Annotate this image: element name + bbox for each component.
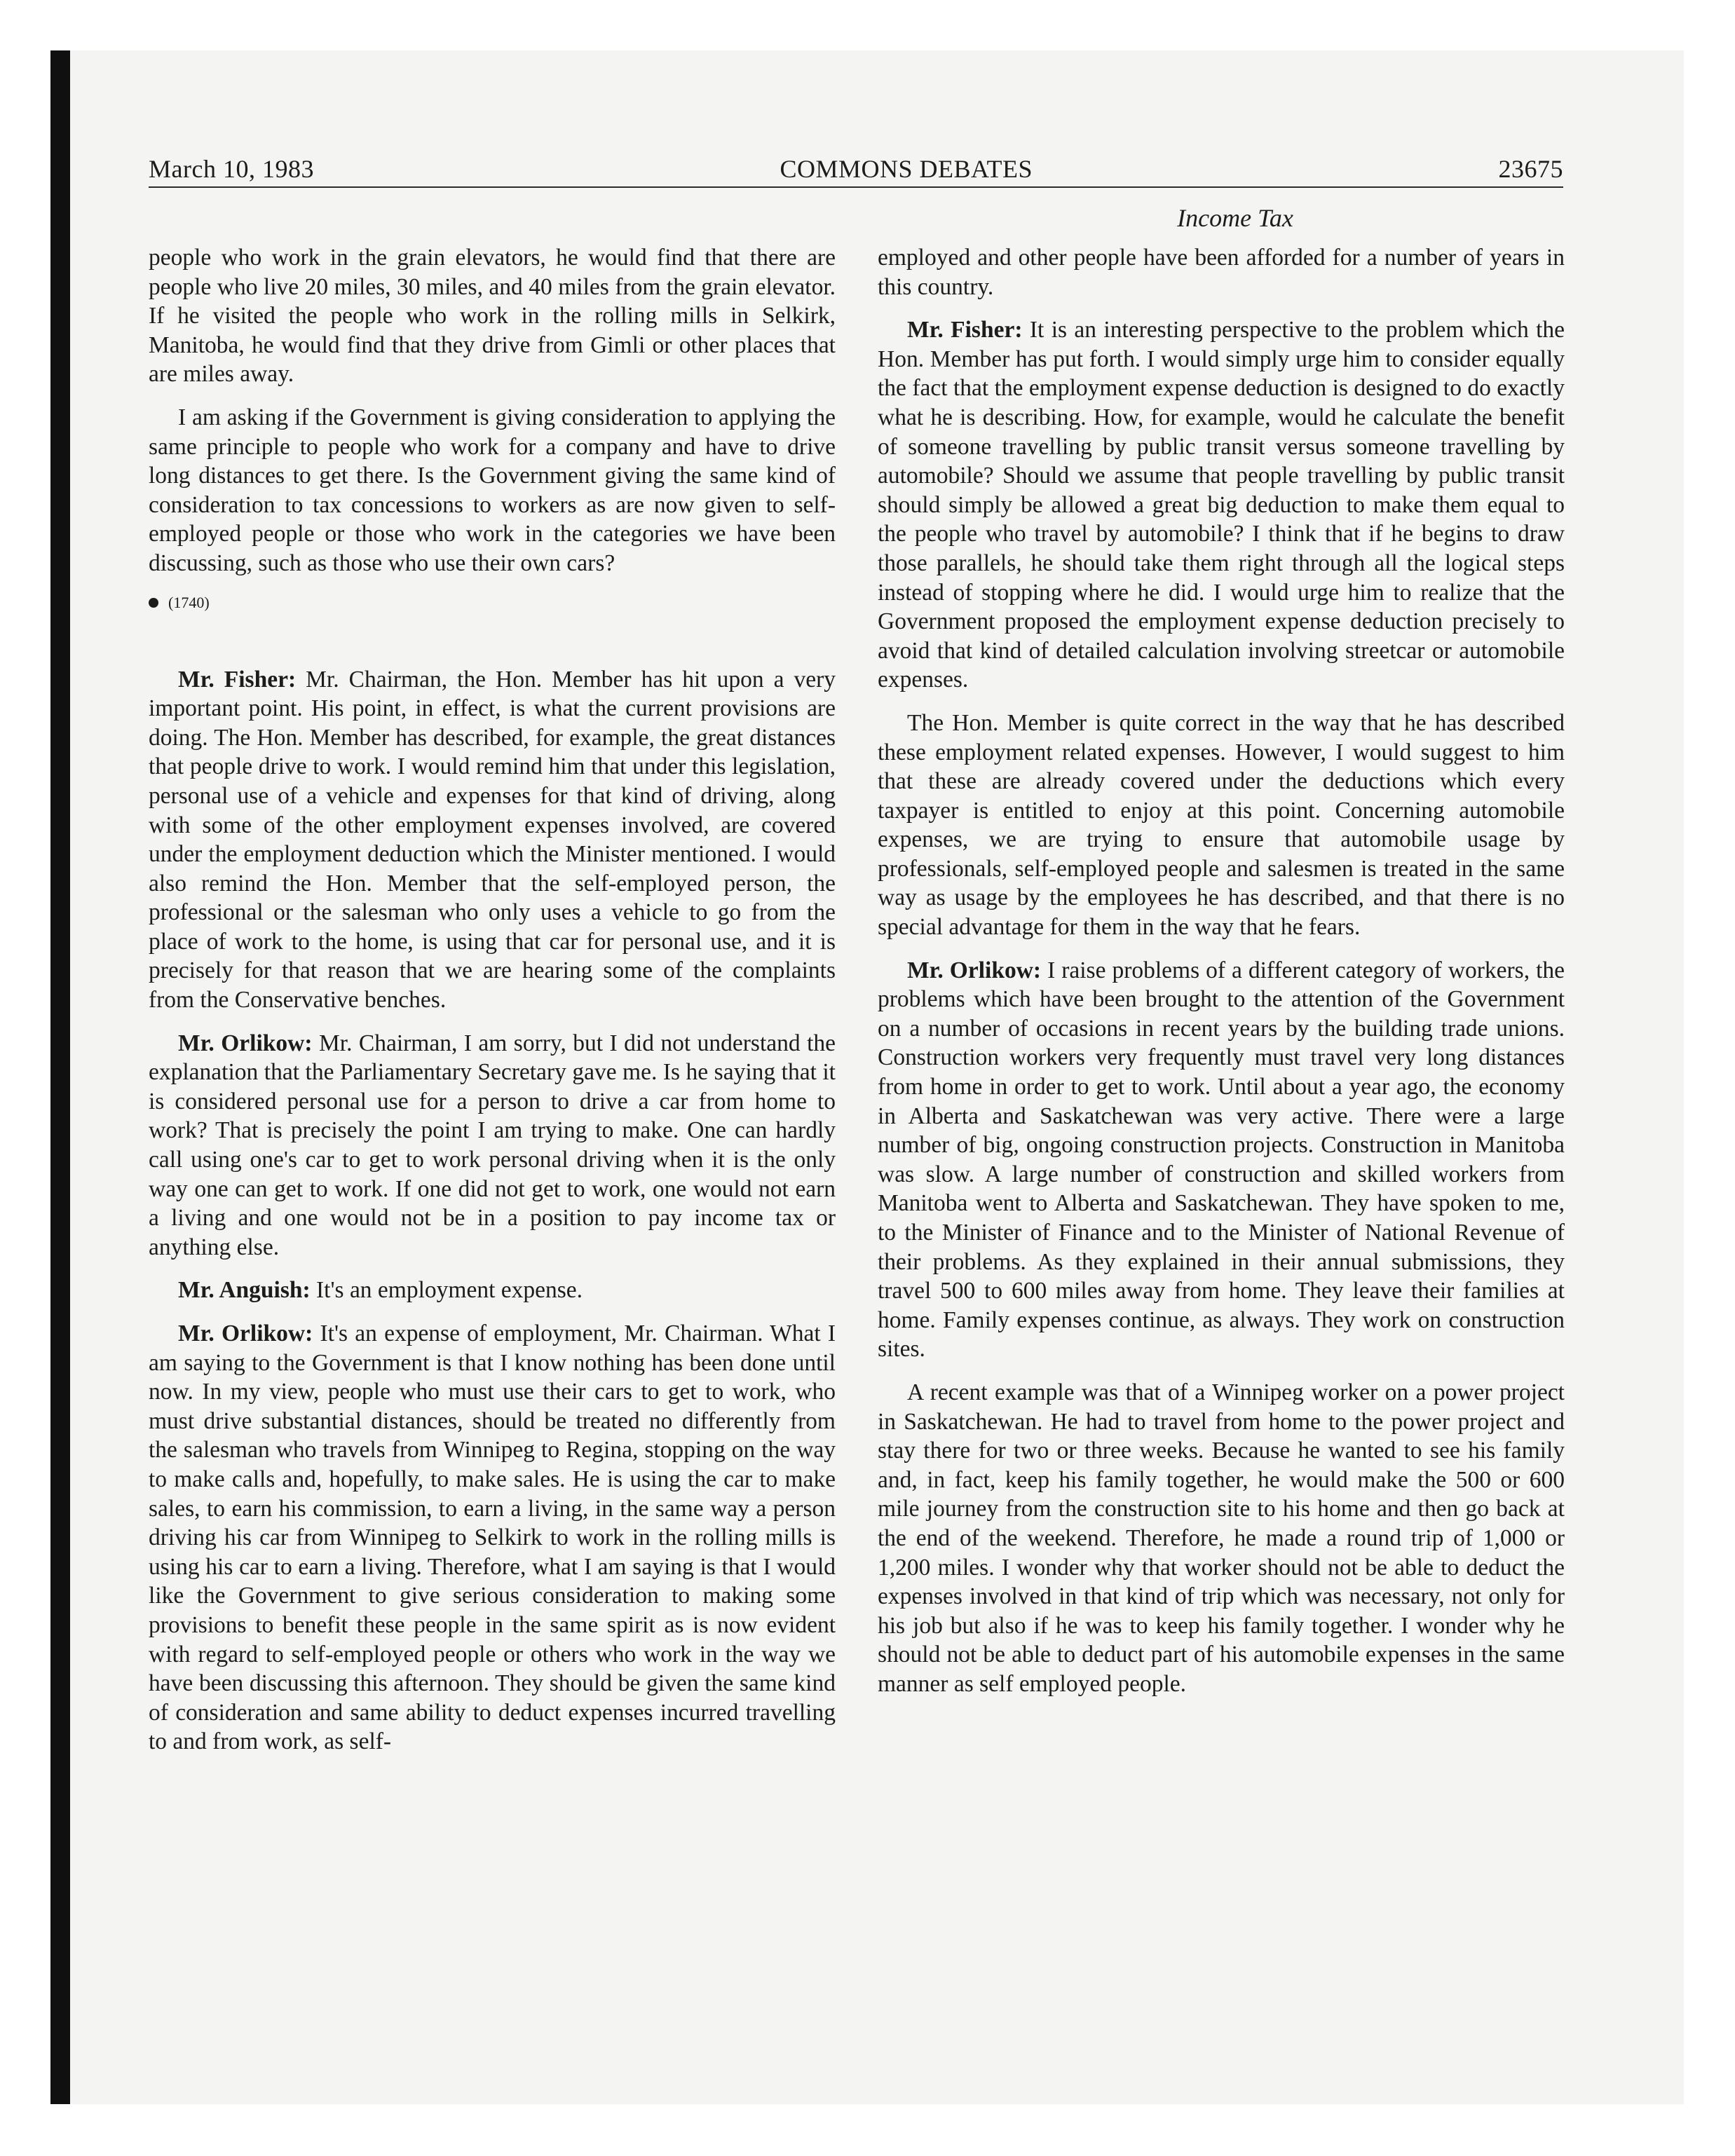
speech-paragraph bbox=[149, 665, 836, 1015]
speech-text: It is an interesting perspective to the problem which the Hon. Member has put forth. I would simply urge him to consider equally the fact that the employment expense deduction is designed to do exactly what he is describing. How, for example, would he calculate the benefit of someone travelling by public transit versus someone travelling by automobile? Should we assume that people travelling by public transit should simply be allowed a great big deduction to make them equal to the people who travel by automobile? I think that if he begins to draw those parallels, he should take them right through all the logical steps instead of stopping where he did. I would urge him to realize that the Government proposed the employment expense deduction precisely to avoid that kind of detailed calculation involving streetcar or automobile expenses. bbox=[878, 317, 1565, 693]
speech-paragraph bbox=[149, 1276, 836, 1305]
timestamp-marker bbox=[149, 592, 836, 613]
speaker-name: Mr. Orlikow: bbox=[178, 1030, 313, 1056]
speaker-name: Mr. Fisher: bbox=[178, 666, 297, 692]
timestamp: (1740) bbox=[168, 593, 210, 611]
paragraph: I am asking if the Government is giving consideration to applying the same principle to people who work for a company and have to drive long distances to get there. Is the Government giving the same kind of consideration to tax concessions to workers as are now given to self-employed people or those who work in the categories we have been discussing, such as those who use their own cars? bbox=[149, 404, 836, 576]
paragraph: employed and other people have been afforded for a number of years in this country. bbox=[878, 245, 1565, 300]
speech-text: Mr. Chairman, the Hon. Member has hit upon a very important point. His point, in effect, is what the current provisions are doing. The Hon. Member has described, for example, the great distances that people drive to work. I would remind him that under this legislation, personal use of a vehicle and expenses for that kind of driving, along with some of the other employment expenses involved, are covered under the employment deduction which the Minister mentioned. I would also remind the Hon. Member that the self-employed person, the professional or the salesman who only uses a vehicle to go from the place of work to the home, is using that car for personal use, and it is precisely for that reason that we are hearing some of the complaints from the Conservative benches. bbox=[149, 666, 836, 1014]
right-column bbox=[878, 243, 1565, 1713]
speech-text: It's an employment expense. bbox=[316, 1277, 583, 1304]
scan-edge-bar bbox=[50, 50, 70, 2104]
paragraph: The Hon. Member is quite correct in the way that he has described these employment related expenses. However, I would suggest to him that these are already covered under the deductions which every taxpayer is entitled to enjoy at this point. Concerning automobile expenses, we are trying to ensure that automobile usage by professionals, self-employed people and salesmen is treated in the same way as usage by the employees he has described, and that there is no special advantage for them in the way that he fears. bbox=[878, 709, 1565, 941]
header-page-number: 23675 bbox=[1498, 155, 1563, 183]
section-title: Income Tax bbox=[1177, 204, 1293, 232]
speaker-name: Mr. Orlikow: bbox=[178, 1321, 313, 1346]
speech-text: I raise problems of a different category of workers, the problems which have been brought to the attention of the Government on a number of occasions in recent years by the building trade unions. Construction workers very frequently must travel very long distances from home in order to get to work. Until about a year ago, the economy in Alberta and Saskatchewan was very active. There were a large number of big, ongoing construction projects. Construction in Manitoba was slow. A large number of construction and skilled workers from Manitoba went to Alberta and Saskatchewan. They have spoken to me, to the Minister of Finance and to the Minister of National Revenue of their problems. As they explained in their annual submissions, they travel 500 to 600 miles away from home. They leave their families at home. Family expenses continue, as always. They work on construction sites. bbox=[878, 957, 1565, 1363]
paragraph: people who work in the grain elevators, he would find that there are people who live 20 miles, 30 miles, and 40 miles from the grain elevator. If he visited the people who work in the rolling mills in Selkirk, Manitoba, he would find that they drive from Gimli or other places that are miles away. bbox=[149, 245, 836, 388]
speaker-name: Mr. Anguish: bbox=[178, 1277, 311, 1304]
speech-paragraph bbox=[149, 1029, 836, 1262]
header-publication: COMMONS DEBATES bbox=[780, 155, 1033, 183]
page-header bbox=[149, 154, 1563, 188]
speaker-name: Mr. Fisher: bbox=[907, 317, 1023, 343]
speaker-name: Mr. Orlikow: bbox=[907, 957, 1042, 983]
speech-paragraph bbox=[878, 956, 1565, 1364]
speech-paragraph bbox=[878, 315, 1565, 695]
header-date: March 10, 1983 bbox=[149, 155, 314, 183]
paragraph: A recent example was that of a Winnipeg worker on a power project in Saskatchewan. He had to travel from home to the power project and stay there for two or three weeks. Because he wanted to see his family and, in fact, keep his family together, he would make the 500 or 600 mile journey from the construction site to his home and then go back at the end of the weekend. Therefore, he made a round trip of 1,000 or 1,200 miles. I wonder why that worker should not be able to deduct the expenses involved in that kind of trip which was necessary, not only for his job but also if he was to keep his family together. I wonder why he should not be able to deduct part of his automobile expenses in the same manner as self employed people. bbox=[878, 1379, 1565, 1697]
speech-text: Mr. Chairman, I am sorry, but I did not understand the explanation that the Parliamentary Secretary gave me. Is he saying that it is considered personal use for a person to drive a car from home to work? That is precisely the point I am trying to make. One can hardly call using one's car to get to work personal driving when it is the only way one can get to work. If one did not get to work, one would not earn a living and one would not be in a position to pay income tax or anything else. bbox=[149, 1030, 836, 1260]
bullet-icon bbox=[149, 598, 158, 608]
page bbox=[50, 50, 1684, 2104]
speech-text: It's an expense of employment, Mr. Chairman. What I am saying to the Government is that I know nothing has been done until now. In my view, people who must use their cars to get to work, who must drive substantial distances, should be treated no differently from the salesman who travels from Winnipeg to Regina, stopping on the way to make calls and, hopefully, to make sales. He is using the car to make sales, to earn his commission, to earn a living, in the same way a person driving his car from Winnipeg to Selkirk to work in the rolling mills is using his car to earn a living. Therefore, what I am saying is that I would like the Government to give serious consideration to making some provisions to benefit these people in the same spirit as is now evident with regard to self-employed people or others who work in the way we have been discussing this afternoon. They should be given the same kind of consideration and same ability to deduct expenses incurred travelling to and from work, as self- bbox=[149, 1321, 836, 1755]
left-column bbox=[149, 243, 836, 1770]
speech-paragraph bbox=[149, 1319, 836, 1756]
